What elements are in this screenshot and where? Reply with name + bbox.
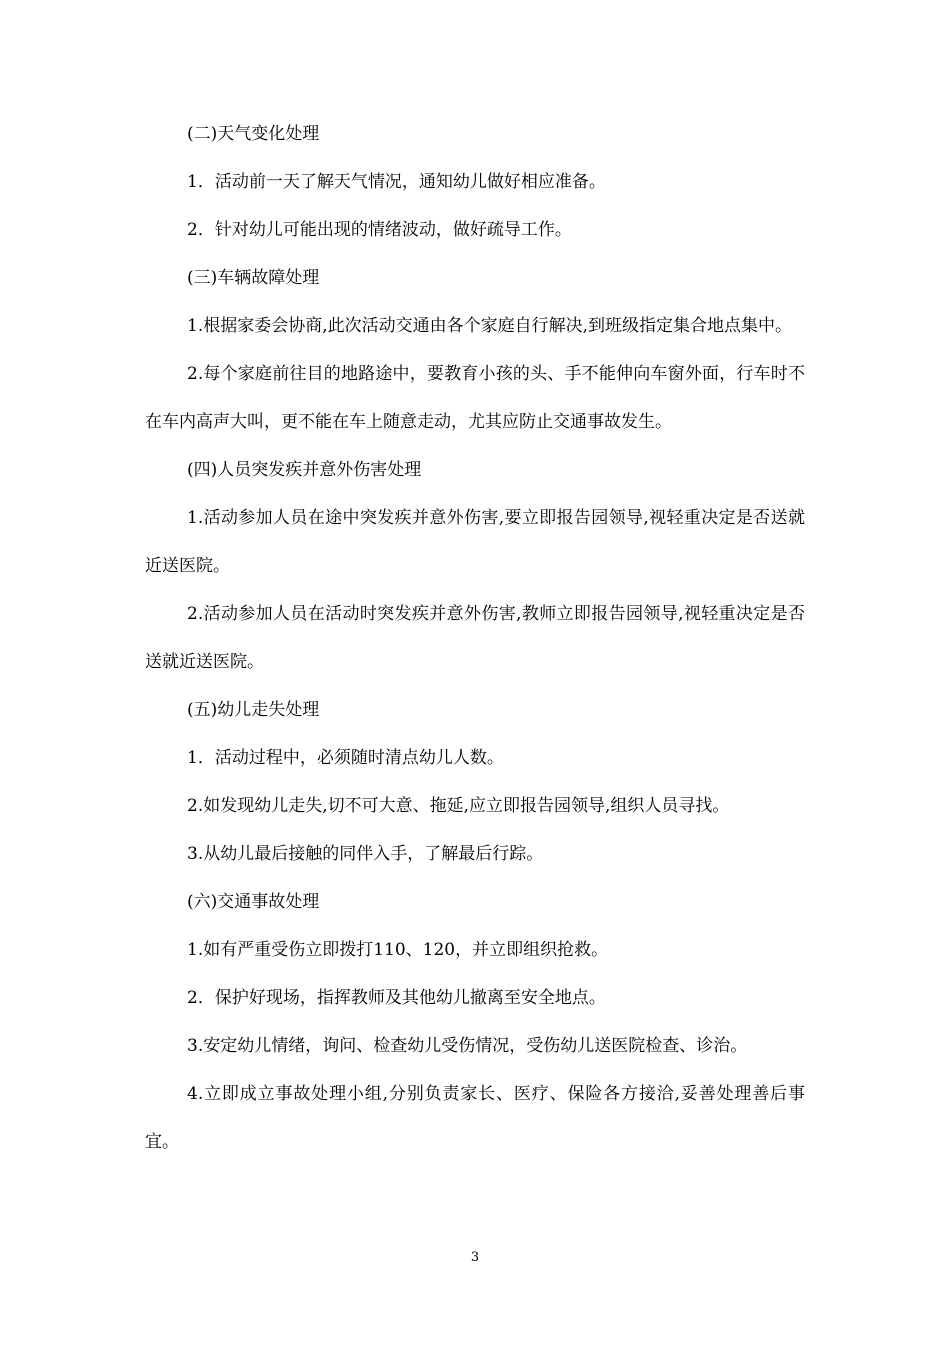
page-number: 3 [470,1250,480,1265]
section-heading: (二)天气变化处理 [187,124,320,144]
paragraph: 2.如发现幼儿走失,切不可大意、拖延,应立即报告园领导,组织人员寻找。 [187,796,730,816]
paragraph: 2．保护好现场，指挥教师及其他幼儿撤离至安全地点。 [187,988,606,1008]
paragraph: 2.活动参加人员在活动时突发疾并意外伤害,教师立即报告园领导,视轻重决定是否送就近送医院。 [145,604,805,672]
document-body [145,110,805,1166]
paragraph: 1．活动过程中，必须随时清点幼儿人数。 [187,748,504,768]
paragraph: 4.立即成立事故处理小组,分别负责家长、医疗、保险各方接洽,妥善处理善后事宜。 [145,1084,805,1152]
paragraph: 1．活动前一天了解天气情况，通知幼儿做好相应准备。 [187,172,606,192]
section-heading: (三)车辆故障处理 [187,268,320,288]
section-heading: (四)人员突发疾并意外伤害处理 [187,460,422,480]
paragraph: 1.活动参加人员在途中突发疾并意外伤害,要立即报告园领导,视轻重决定是否送就近送医院。 [145,508,805,576]
paragraph: 1.如有严重受伤立即拨打110、120，并立即组织抢救。 [187,940,609,960]
paragraph: 1.根据家委会协商,此次活动交通由各个家庭自行解决,到班级指定集合地点集中。 [187,316,793,336]
section-heading: (六)交通事故处理 [187,892,320,912]
paragraph: 2．针对幼儿可能出现的情绪波动，做好疏导工作。 [187,220,572,240]
paragraph: 3.安定幼儿情绪，询问、检查幼儿受伤情况，受伤幼儿送医院检查、诊治。 [187,1036,748,1056]
paragraph: 2.每个家庭前往目的地路途中，要教育小孩的头、手不能伸向车窗外面，行车时不在车内高声大叫，更不能在车上随意走动，尤其应防止交通事故发生。 [145,364,805,432]
paragraph: 3.从幼儿最后接触的同伴入手，了解最后行踪。 [187,844,544,864]
section-heading: (五)幼儿走失处理 [187,700,320,720]
